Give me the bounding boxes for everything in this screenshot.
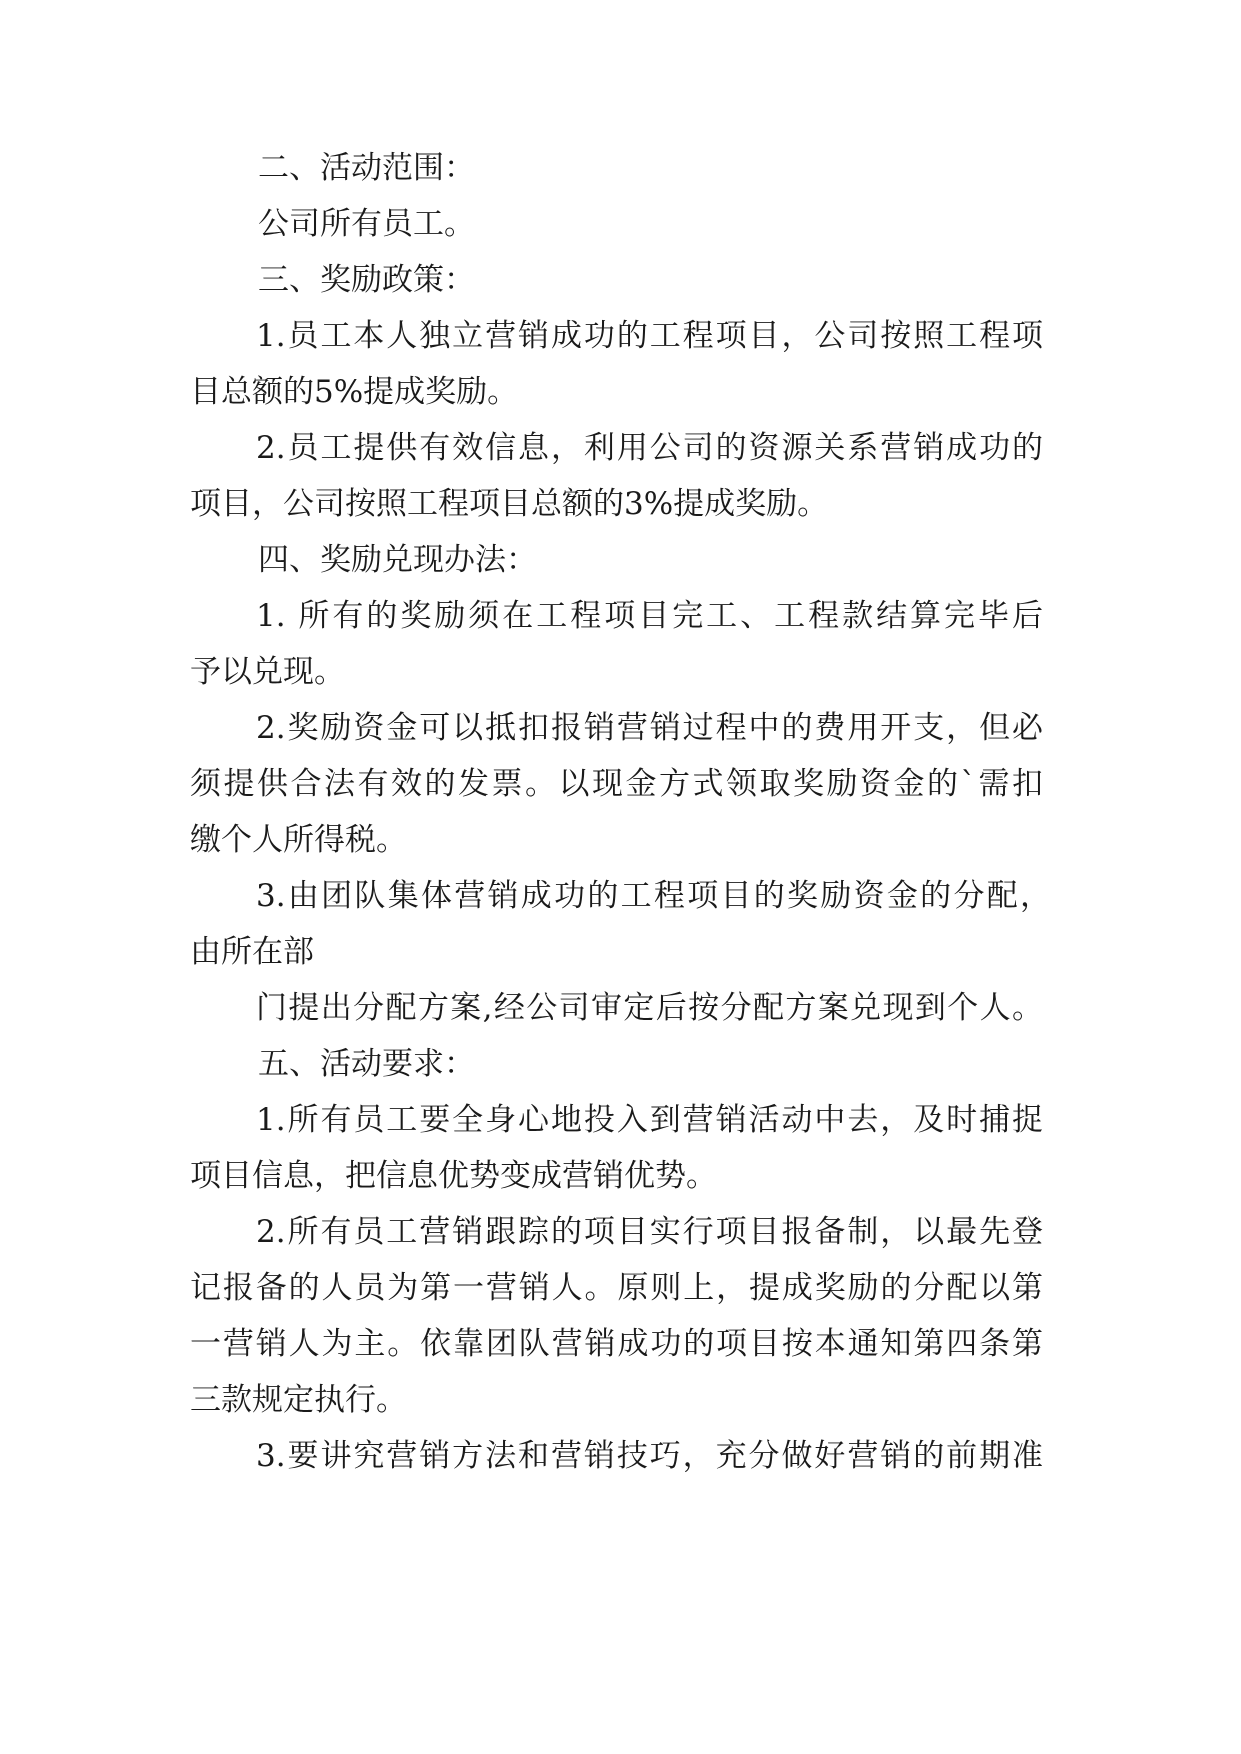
paragraph-line: 由所在部: [190, 934, 314, 970]
paragraph-line: 1.员工本人独立营销成功的工程项目，公司按照工程项: [256, 318, 1043, 354]
paragraph-line: 记报备的人员为第一营销人。原则上，提成奖励的分配以第: [190, 1270, 1043, 1306]
paragraph: 公司所有员工。: [258, 206, 475, 242]
section-heading-reward-policy: 三、奖励政策：: [258, 262, 475, 298]
paragraph-line: 项目，公司按照工程项目总额的3%提成奖励。: [190, 486, 829, 522]
section-heading-reward-redemption: 四、奖励兑现办法：: [258, 542, 537, 578]
paragraph-line: 1.所有员工要全身心地投入到营销活动中去，及时捕捉: [256, 1102, 1043, 1138]
section-heading-activity-requirements: 五、活动要求：: [258, 1046, 475, 1082]
paragraph-line: 3.要讲究营销方法和营销技巧，充分做好营销的前期准: [256, 1438, 1043, 1474]
paragraph-line: 项目信息，把信息优势变成营销优势。: [190, 1158, 717, 1194]
paragraph-line: 一营销人为主。依靠团队营销成功的项目按本通知第四条第: [190, 1326, 1043, 1362]
paragraph-line: 须提供合法有效的发票。以现金方式领取奖励资金的`需扣: [190, 766, 1043, 802]
paragraph-line: 2.员工提供有效信息，利用公司的资源关系营销成功的: [256, 430, 1043, 466]
paragraph-line: 2.奖励资金可以抵扣报销营销过程中的费用开支，但必: [256, 710, 1043, 746]
paragraph-line: 予以兑现。: [190, 654, 345, 690]
paragraph-line: 门提出分配方案,经公司审定后按分配方案兑现到个人。: [256, 990, 1043, 1026]
paragraph-line: 目总额的5%提成奖励。: [190, 374, 519, 410]
paragraph-line: 3.由团队集体营销成功的工程项目的奖励资金的分配，: [256, 878, 1051, 914]
paragraph-line: 1. 所有的奖励须在工程项目完工、工程款结算完毕后: [256, 598, 1043, 634]
paragraph-line: 三款规定执行。: [190, 1382, 407, 1418]
paragraph-line: 缴个人所得税。: [190, 822, 407, 858]
section-heading-scope: 二、活动范围：: [258, 150, 475, 186]
paragraph-line: 2.所有员工营销跟踪的项目实行项目报备制，以最先登: [256, 1214, 1043, 1250]
